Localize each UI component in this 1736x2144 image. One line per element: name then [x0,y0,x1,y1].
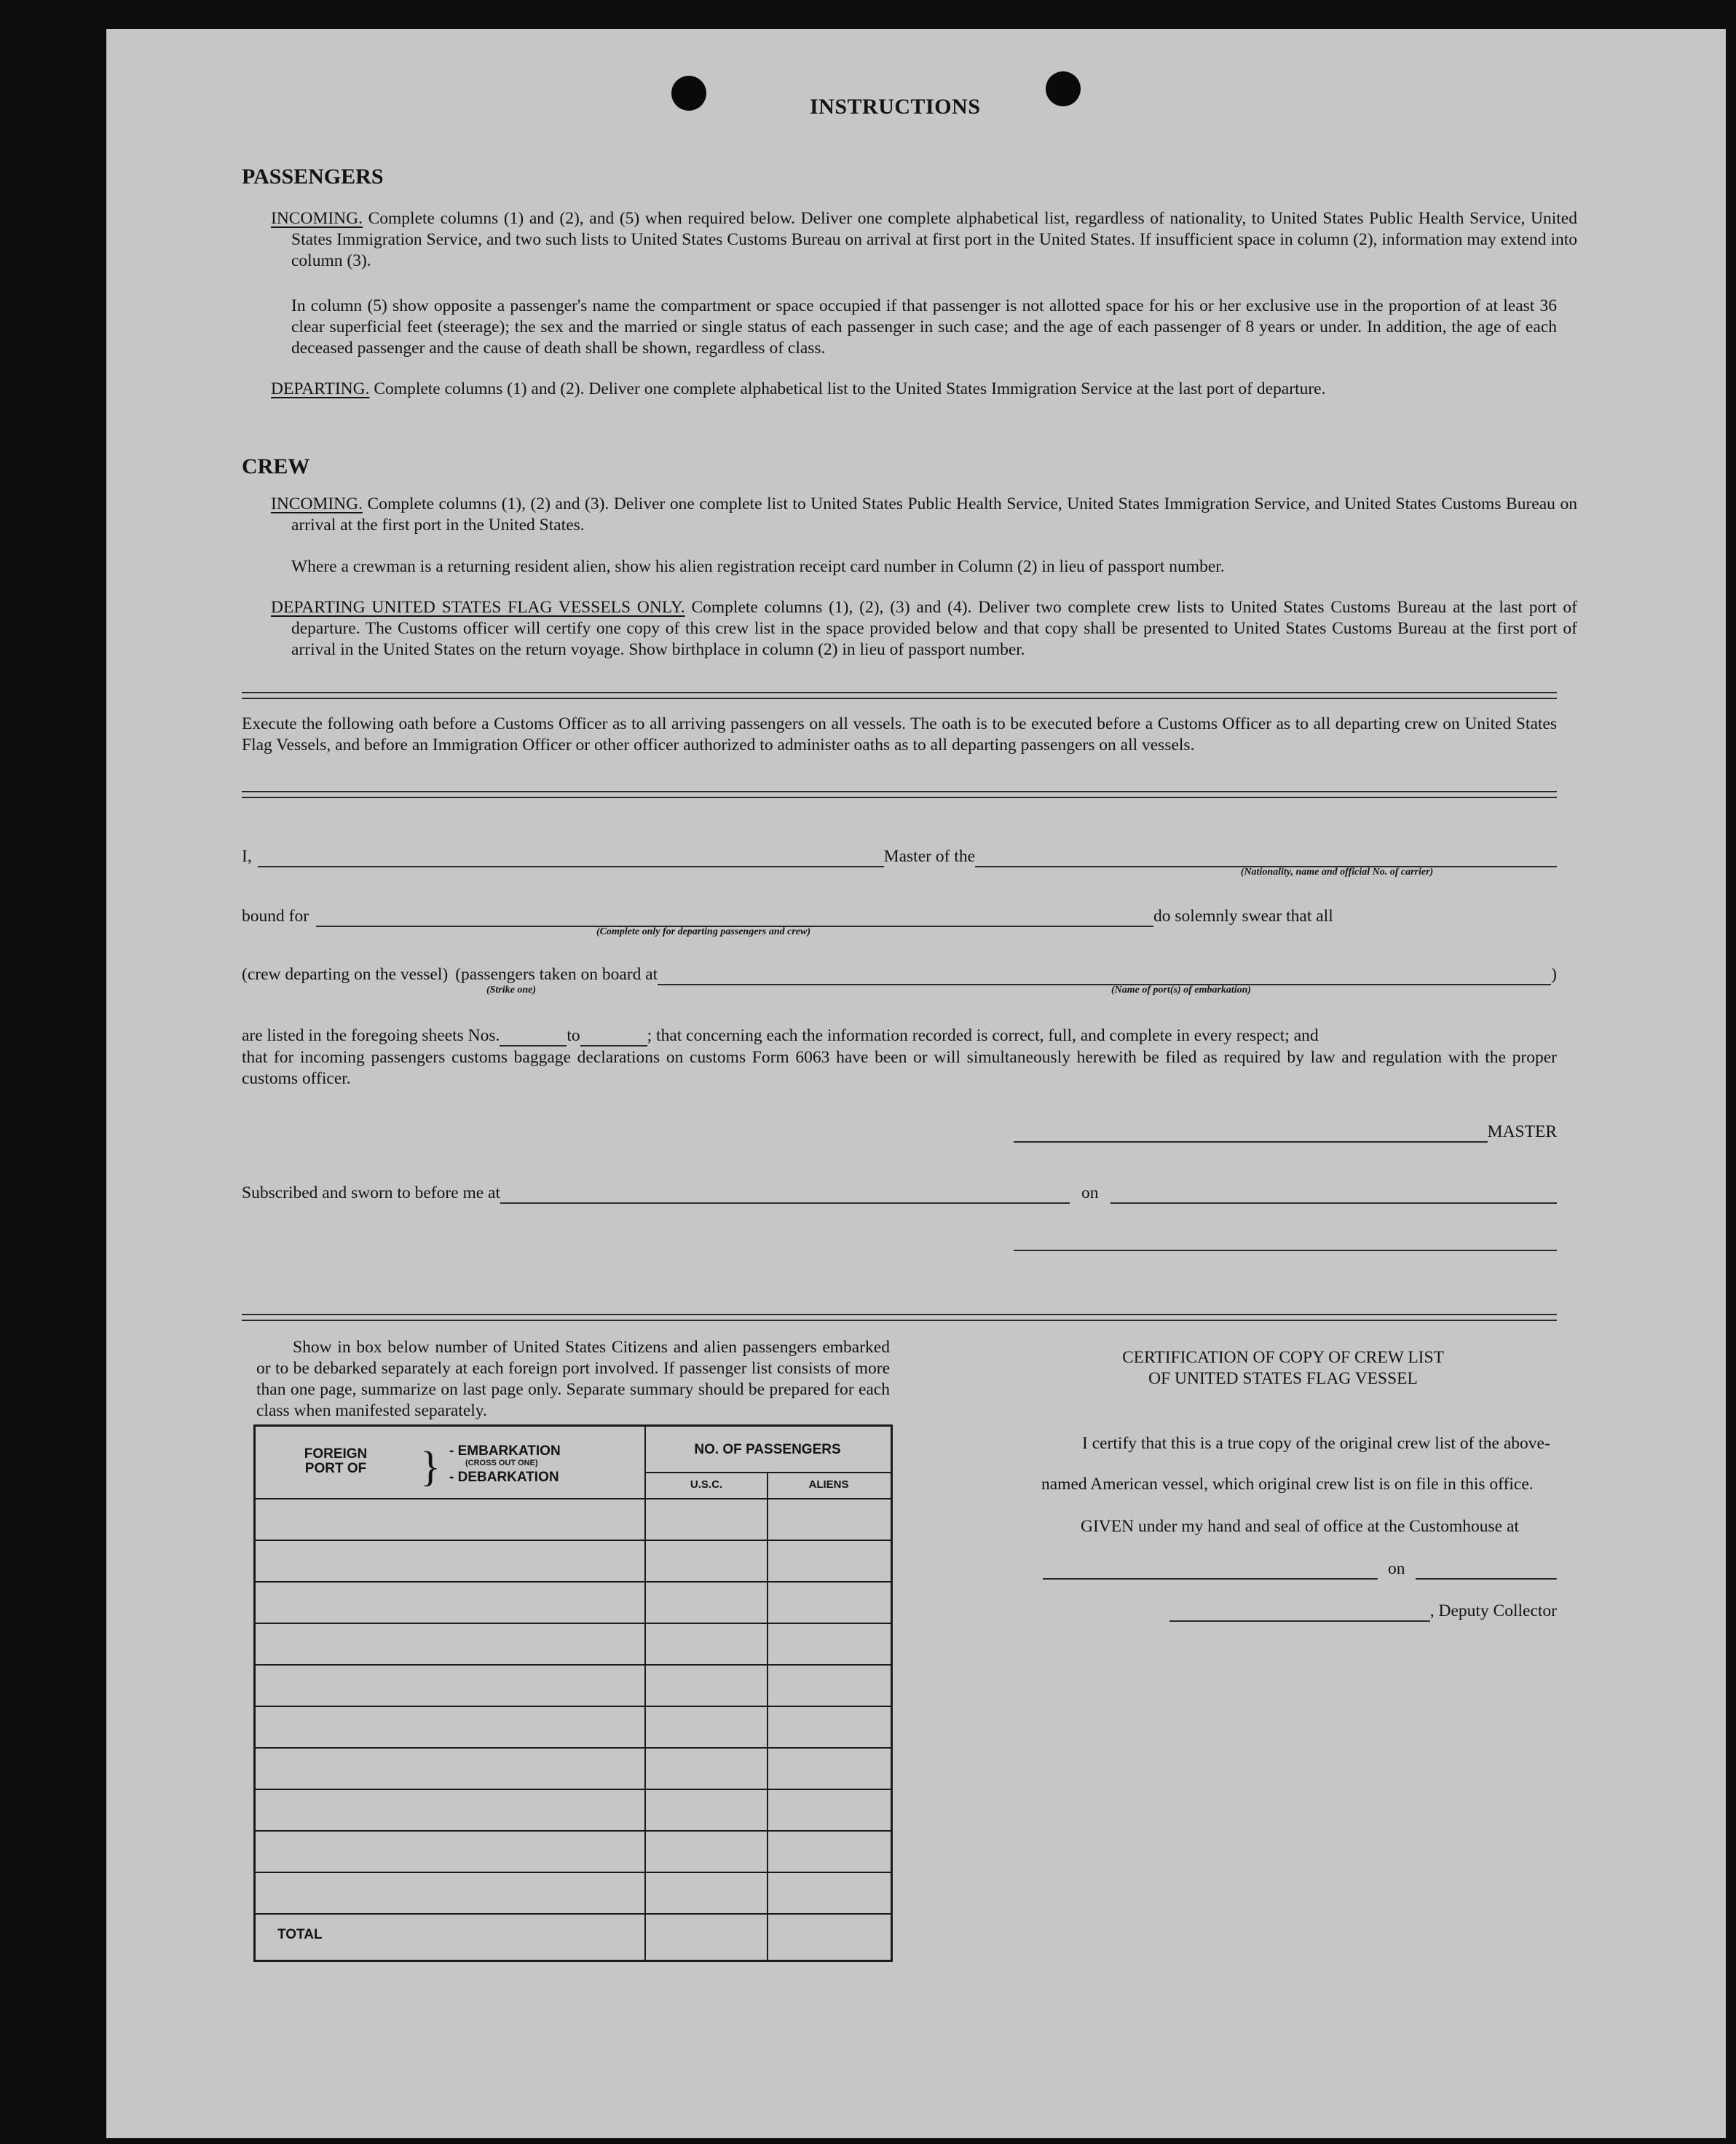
table-row-line [256,1623,891,1624]
officer-signature-field[interactable] [1014,1250,1557,1251]
crew-resident-paragraph: Where a crewman is a returning resident alien, show his alien registration receipt card number in Column (2) in lieu of passport number. [291,557,1225,576]
cross-out-one-caption: (CROSS OUT ONE) [465,1459,538,1467]
oath-line-embarkation [242,964,1557,985]
total-label: TOTAL [277,1927,323,1942]
table-total-line [256,1913,891,1915]
ports-embarkation-field[interactable] [658,968,1551,985]
foreign-port-header: FOREIGN PORT OF [304,1446,368,1476]
master-name-field[interactable] [258,850,884,867]
customhouse-field[interactable] [1043,1562,1378,1580]
table-subheader-divider [644,1472,891,1473]
table-row-line [256,1706,891,1707]
certify-line-2: named American vessel, which original crew list is on file in this office. [1041,1475,1534,1494]
table-row-line [256,1664,891,1666]
crew-incoming-paragraph [271,494,1577,536]
passengers-departing-text: Complete columns (1) and (2). Deliver one complete alphabetical list to the United States Immigration Service at the last port of departure. [369,379,1326,398]
certification-title [1009,1347,1557,1390]
debarkation-header[interactable]: - DEBARKATION [449,1470,559,1485]
sworn-place-field[interactable] [500,1186,1070,1204]
subscribed-label: Subscribed and sworn to before me at [242,1183,501,1202]
sworn-on-label: on [1081,1183,1099,1202]
subscribed-line [242,1183,1557,1204]
table-row-line [256,1747,891,1749]
table-row-line [256,1789,891,1790]
i-label: I, [242,847,252,866]
deputy-collector-label: , Deputy Collector [1429,1601,1557,1620]
swear-label: do solemnly swear that all [1153,907,1333,926]
crew-departing-option[interactable]: (crew departing on the vessel) [242,965,449,984]
no-of-passengers-header: NO. OF PASSENGERS [694,1442,841,1457]
punch-hole-right [1046,71,1081,106]
divider-3 [242,1314,1557,1321]
crew-heading: CREW [242,454,310,478]
certification-title-line2: OF UNITED STATES FLAG VESSEL [1148,1369,1418,1388]
carrier-field[interactable] [975,850,1557,867]
table-col-divider-1 [644,1427,646,1960]
table-row-line [256,1872,891,1873]
master-signature-field[interactable] [1014,1125,1488,1143]
passengers-departing-paragraph [271,379,1577,400]
oath-line-master [242,846,1557,867]
deputy-line [1169,1601,1557,1622]
passengers-incoming-label: INCOMING. [271,209,363,228]
listed-prefix: are listed in the foregoing sheets Nos. [242,1026,500,1045]
passengers-incoming-paragraph [271,208,1577,272]
sworn-date-field[interactable] [1110,1186,1557,1204]
bound-caption: (Complete only for departing passengers and crew) [596,926,810,937]
master-label: MASTER [1487,1122,1557,1141]
divider-1 [242,692,1557,699]
passengers-column5-paragraph: In column (5) show opposite a passenger's name the compartment or space occupied if that passenger is not allotted space for his or her exclusive use in the proportion of at least 36 clear superficial feet (steerage); the sex and the married or single status of each passenger in such case; and the age of each passenger of 8 years or under. In addition, the age of each deceased passenger and the cause of death shall be shown, regardless of class. [291,296,1557,358]
passengers-heading: PASSENGERS [242,165,384,189]
baggage-declaration-text: that for incoming passengers customs baggage declarations on customs Form 6063 have been or will simultaneously herewith be filed as required by law and regulation with the proper customs officer. [242,1048,1557,1088]
given-line: GIVEN under my hand and seal of office at the Customhouse at [1081,1517,1519,1536]
oath-instruction-paragraph: Execute the following oath before a Customs Officer as to all arriving passengers on all vessels. The oath is to be executed before a Customs Officer as to all departing crew on United States Flag Vessels, and before an Immigration Officer or other officer authorized to administer oaths as to all departing passengers on all vessels. [242,714,1557,754]
crew-incoming-text: Complete columns (1), (2) and (3). Deliver one complete list to United States Public Health Service, United States Immigration Service, and United States Customs Bureau on arrival at the first port in the United States. [291,494,1577,535]
table-header-divider [256,1498,891,1499]
usc-header: U.S.C. [690,1478,723,1491]
master-signature-line [1014,1122,1557,1143]
ports-caption: (Name of port(s) of embarkation) [1110,985,1252,996]
passengers-taken-option[interactable]: (passengers taken on board at [455,965,658,984]
passengers-incoming-text: Complete columns (1) and (2), and (5) when required below. Deliver one complete alphabetical list, regardless of nationality, to United States Public Health Service, United States Immigration Service, and two such lists to United States Customs Bureau on arrival at first port in the United States. If insufficient space in column (2), information may extend into column (3). [291,209,1577,270]
cert-date-field[interactable] [1416,1562,1558,1580]
summary-instructions: Show in box below number of United States Citizens and alien passengers embarked or to be debarked separately at each foreign port involved. If passenger list consists of more than one page, summarize on last page only. Separate summary should be prepared for each class when manifested separately. [256,1338,890,1420]
certification-title-line1: CERTIFICATION OF COPY OF CREW LIST [1122,1348,1444,1367]
certify-line-1: I certify that this is a true copy of the original crew list of the above- [1082,1434,1550,1453]
table-row-line [256,1830,891,1832]
table-row-line [256,1540,891,1541]
passengers-departing-label: DEPARTING. [271,379,370,398]
crew-departing-paragraph [271,597,1577,661]
crew-departing-text: Complete columns (1), (2), (3) and (4). Deliver two complete crew lists to United States Customs Bureau at the last port of departure. The Customs officer will certify one copy of this crew list in the space provided below and that copy shall be presented to United States Customs Bureau at the first port of arrival in the United States on the return voyage. Show birthplace in column (2) in lieu of passport number. [291,598,1577,659]
crew-departing-label: DEPARTING UNITED STATES FLAG VESSELS ONLY. [271,598,685,617]
aliens-header: ALIENS [808,1478,849,1491]
instructions-title: INSTRUCTIONS [810,95,981,119]
table-col-divider-2 [767,1472,768,1960]
deputy-signature-field[interactable] [1169,1604,1430,1622]
passenger-summary-table [253,1424,893,1962]
oath-line-bound [242,906,1557,927]
cert-on-label: on [1388,1559,1405,1578]
divider-2 [242,791,1557,798]
embarkation-header[interactable]: - EMBARKATION [449,1443,561,1459]
listed-suffix: ; that concerning each the information recorded is correct, full, and complete in every respect; and [647,1026,1319,1045]
bound-for-field[interactable] [316,910,1153,927]
punch-hole-left [671,76,706,111]
to-label: to [567,1026,580,1045]
sheet-to-field[interactable] [580,1029,647,1047]
crew-incoming-label: INCOMING. [271,494,363,513]
bound-for-label: bound for [242,907,309,926]
table-row-line [256,1581,891,1583]
strike-one-caption: (Strike one) [486,985,537,996]
oath-line-sheets [242,1025,1557,1047]
master-of-the-label: Master of the [883,847,975,866]
header-brace: } [420,1443,441,1490]
form-sheet [106,29,1726,2138]
carrier-caption: (Nationality, name and official No. of carrier) [1240,867,1434,878]
close-paren: ) [1551,965,1557,984]
sheet-from-field[interactable] [500,1029,567,1047]
customhouse-line [1043,1558,1557,1580]
